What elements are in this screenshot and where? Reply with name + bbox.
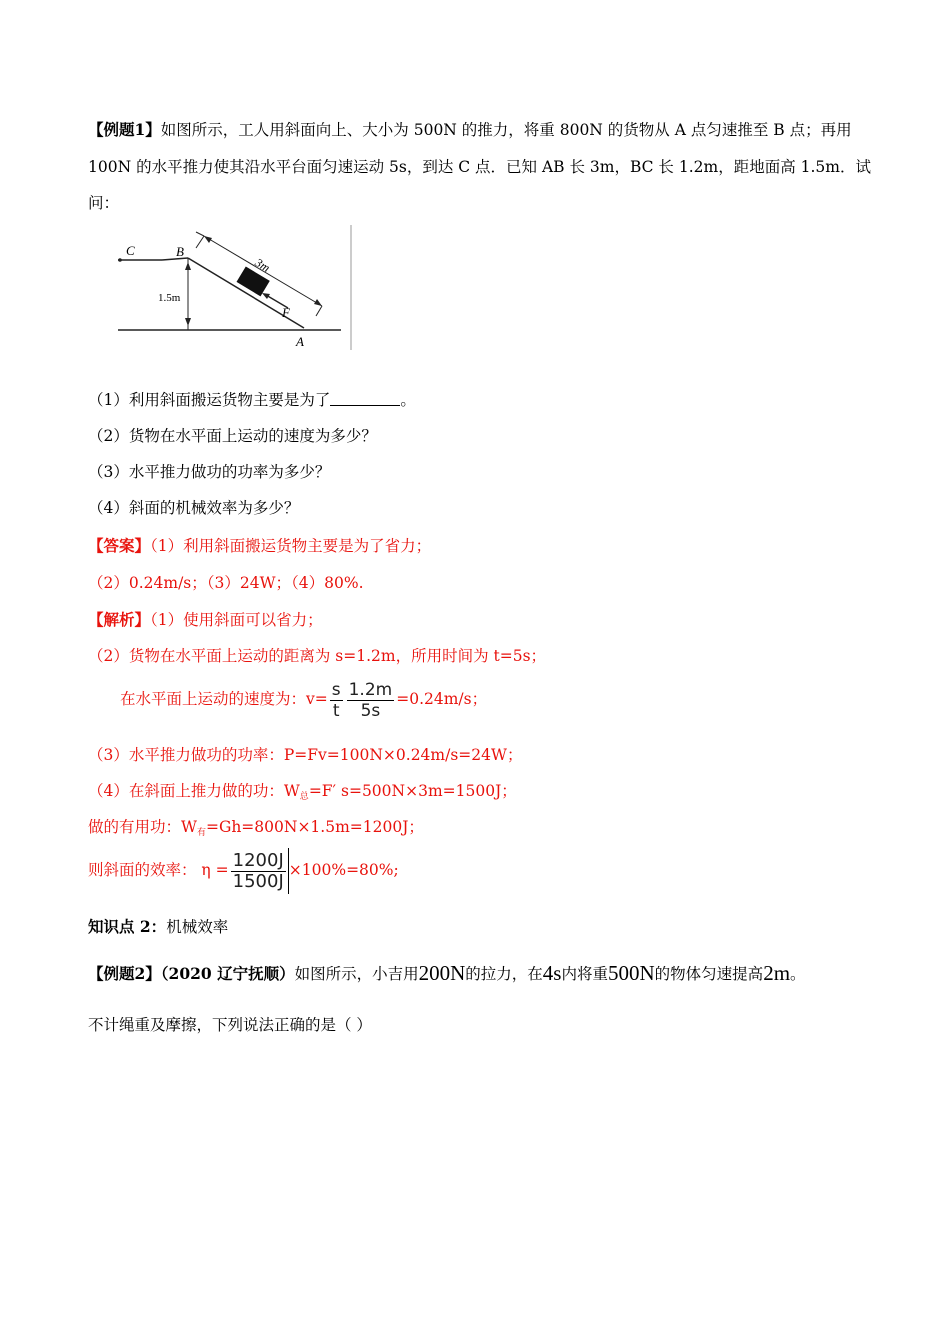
speed-frac1-den: t bbox=[332, 700, 340, 721]
incline-figure bbox=[116, 222, 356, 352]
knowledge-text: 机械效率 bbox=[166, 918, 229, 936]
answer-text1: （1）利用斜面搬运货物主要是为了省力； bbox=[150, 537, 432, 555]
efficiency-fraction bbox=[231, 851, 286, 892]
speed-formula bbox=[120, 677, 487, 721]
question-1 bbox=[88, 390, 416, 410]
example1-stem-line1 bbox=[88, 120, 852, 140]
example1-stem-line2: 100N 的水平推力使其沿水平台面匀速运动 5s，到达 C 点．已知 AB 长 3m，BC 长 1.2m，距地面高 1.5m．试 bbox=[88, 158, 871, 176]
speed-fraction-1 bbox=[330, 680, 343, 721]
example2-text5: 。 bbox=[790, 965, 806, 983]
label-a: A bbox=[296, 334, 304, 349]
example2-text3: 内将重 bbox=[561, 965, 608, 983]
question-2: （2）货物在水平面上运动的速度为多少？ bbox=[88, 427, 377, 445]
useful-suffix: =Gh=800N×1.5m=1200J； bbox=[205, 818, 424, 836]
efficiency-formula bbox=[88, 847, 399, 894]
analysis-line2: （2）货物在水平面上运动的距离为 s=1.2m，所用时间为 t=5s； bbox=[88, 647, 547, 665]
example1-stem-line3: 问： bbox=[88, 194, 120, 212]
speed-frac1-num: s bbox=[331, 679, 341, 700]
useful-prefix: 做的有用功：W bbox=[88, 818, 197, 836]
analysis-text1: （1）使用斜面可以省力； bbox=[150, 611, 323, 629]
analysis-tag: 【解析】 bbox=[88, 610, 151, 629]
label-b: B bbox=[176, 244, 184, 259]
speed-prefix: 在水平面上运动的速度为：v= bbox=[120, 690, 328, 708]
answer-blank[interactable] bbox=[330, 391, 400, 406]
work-total-prefix: （4）在斜面上推力做的功：W bbox=[88, 782, 300, 800]
question-1-text: （1）利用斜面搬运货物主要是为了 bbox=[88, 391, 331, 409]
speed-fraction-2 bbox=[347, 680, 395, 721]
analysis-line3: （3）水平推力做功的功率：P=Fv=100N×0.24m/s=24W； bbox=[88, 746, 523, 764]
work-total-suffix: =F′ s=500N×3m=1500J； bbox=[308, 782, 517, 800]
label-force: F bbox=[282, 305, 290, 320]
efficiency-num: 1200J bbox=[232, 849, 284, 871]
knowledge-point bbox=[88, 917, 228, 937]
example2-text1: 如图所示，小吉用 bbox=[294, 965, 419, 983]
example2-text2: 的拉力，在 bbox=[465, 965, 543, 983]
example2-height: 2m bbox=[763, 961, 791, 985]
analysis-line1 bbox=[88, 610, 323, 630]
example2-time: 4s bbox=[542, 961, 562, 985]
speed-frac2-den: 5s bbox=[360, 700, 381, 721]
speed-frac2-num: 1.2m bbox=[348, 679, 393, 700]
label-length: 3m bbox=[252, 255, 273, 275]
answer-line1 bbox=[88, 536, 431, 556]
question-4: （4）斜面的机械效率为多少？ bbox=[88, 499, 300, 517]
example2-line1 bbox=[88, 960, 806, 987]
example2-weight: 500N bbox=[608, 961, 655, 985]
example2-source: （2020 辽宁抚顺） bbox=[160, 964, 295, 983]
answer-line2: （2）0.24m/s；（3）24W；（4）80%. bbox=[88, 574, 364, 592]
example1-stem-text1: 如图所示，工人用斜面向上、大小为 500N 的推力，将重 800N 的货物从 A 点匀速推至 B 点；再用 bbox=[160, 121, 852, 139]
question-1-end: 。 bbox=[400, 391, 416, 409]
useful-work-line bbox=[88, 817, 424, 843]
answer-tag: 【答案】 bbox=[88, 536, 151, 555]
point-c bbox=[118, 258, 122, 262]
speed-suffix: =0.24m/s； bbox=[396, 690, 488, 708]
work-total-sub: 总 bbox=[299, 792, 309, 802]
question-3: （3）水平推力做功的功率为多少？ bbox=[88, 463, 331, 481]
efficiency-suffix: ×100%=80%; bbox=[288, 861, 399, 879]
analysis-line4 bbox=[88, 781, 517, 807]
useful-sub: 有 bbox=[196, 828, 206, 838]
example2-line2: 不计绳重及摩擦，下列说法正确的是（ ） bbox=[88, 1016, 372, 1034]
example2-tag: 【例题2】 bbox=[88, 964, 161, 983]
efficiency-prefix: 则斜面的效率： η = bbox=[88, 861, 229, 879]
knowledge-label: 知识点 2： bbox=[88, 917, 167, 936]
efficiency-den: 1500J bbox=[232, 870, 284, 892]
example2-text4: 的物体匀速提高 bbox=[654, 965, 764, 983]
example1-tag: 【例题1】 bbox=[88, 120, 161, 139]
label-c: C bbox=[126, 243, 135, 258]
label-height: 1.5m bbox=[158, 292, 181, 304]
example2-force: 200N bbox=[418, 961, 466, 985]
